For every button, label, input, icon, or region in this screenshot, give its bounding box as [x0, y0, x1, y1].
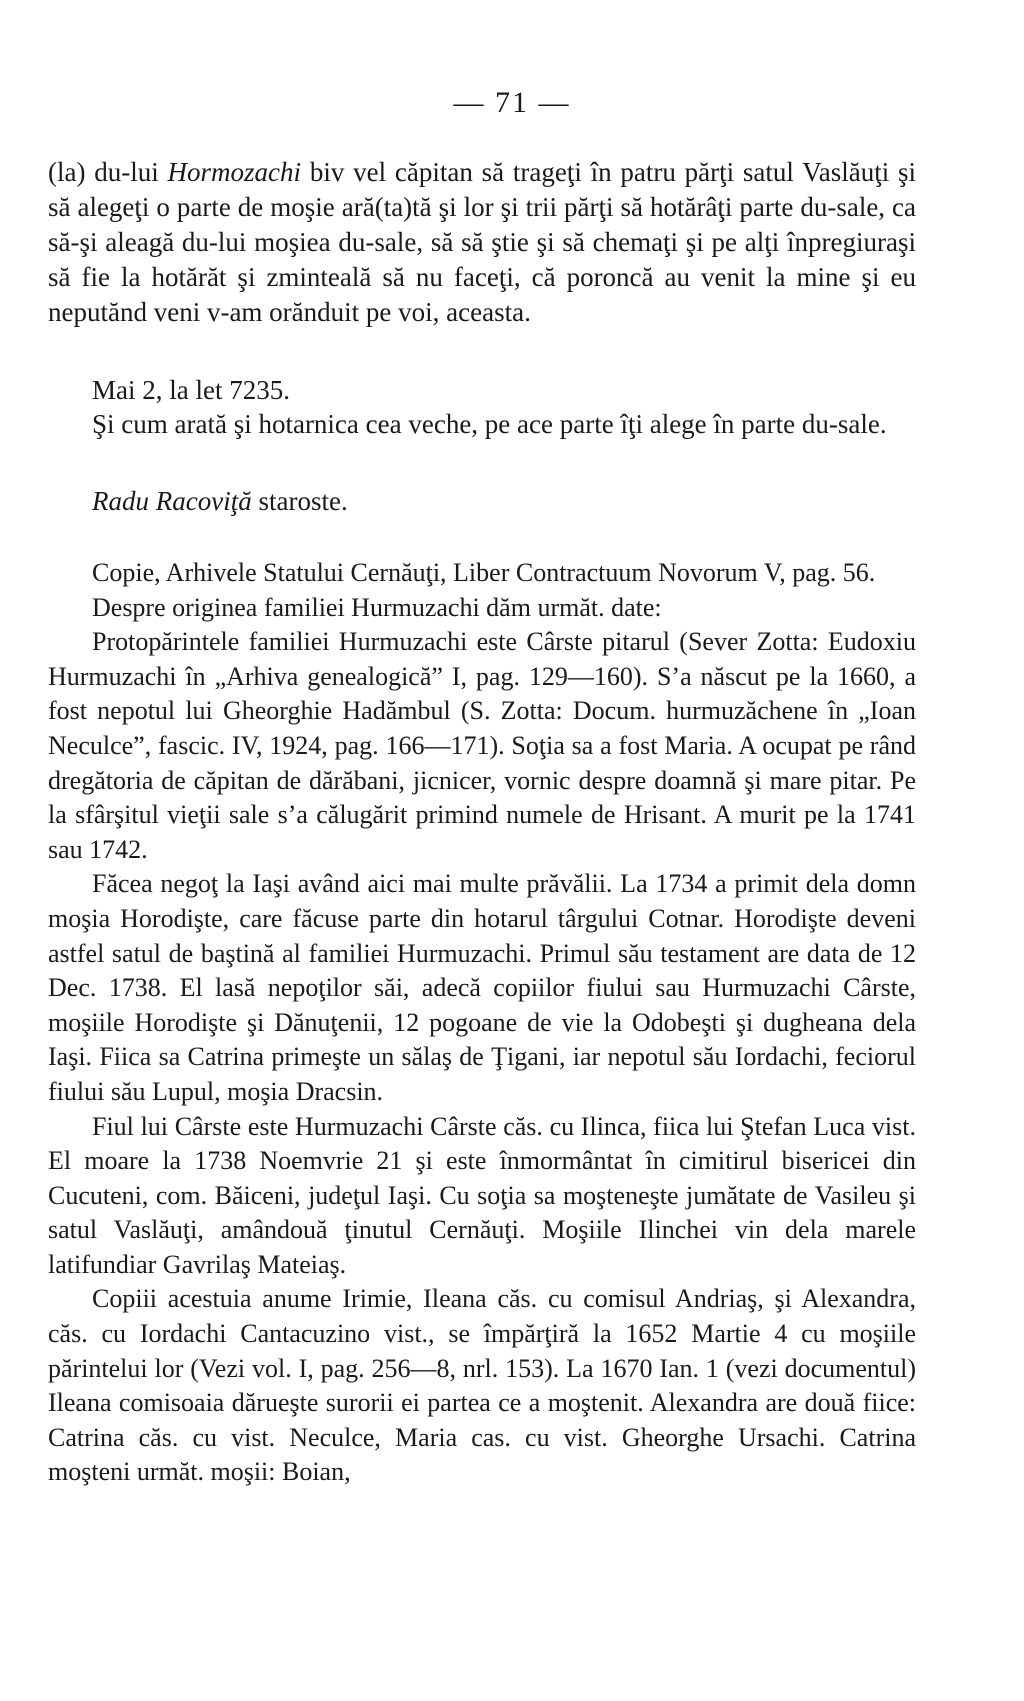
notes-section: [48, 556, 916, 1490]
hotarnica-text: Şi cum arată şi hotarnica cea veche, pe ace parte îţi alege în parte du-sale.: [92, 409, 887, 439]
hotarnica-paragraph: [48, 407, 916, 442]
document-date: [48, 373, 916, 408]
page-number: — 71 —: [453, 86, 571, 119]
opening-text-rest: biv vel căpitan să trageţi în patru părţi satul Vaslăuţi şi să alegeţi o parte de moşie ară(ta)tă şi lor şi trii părţi să hotărâţi parte du-sale, ca să-şi aleagă du-lui moşiea du-sale, să să ştie şi să chemaţi şi pe alţi înpregiuraşi să fie la hotărăt şi zminteală să nu faceţi, că poroncă au venit la mine şi eu neputănd veni v-am orănduit pe voi, aceasta.: [48, 157, 916, 327]
origin-intro: Despre originea familiei Hurmuzachi dăm următ. date:: [92, 592, 662, 622]
opening-name: Hormozachi: [167, 157, 302, 187]
signature-name: Radu Racoviţă: [92, 486, 252, 516]
signature-title: staroste.: [251, 486, 348, 516]
note-paragraph: Făcea negoţ la Iaşi având aici mai multe prăvălii. La 1734 a primit dela domn moşia Horodişte, care făcuse parte din hotarul târgului Cotnar. Horodişte deveni astfel satul de baştină al familiei Hurmuzachi. Primul său testament are data de 12 Dec. 1738. El lasă nepoţilor săi, adecă copiilor fiului sau Hurmuzachi Cârste, moşiile Horodişte şi Dănuţenii, 12 pogoane de vie la Odobeşti şi dugheana dela Iaşi. Fiica sa Catrina primeşte un sălaş de Ţigani, iar nepotul său Iordachi, feciorul fiului său Lupul, moşia Dracsin.: [48, 869, 916, 1106]
note-paragraph: Fiul lui Cârste este Hurmuzachi Cârste căs. cu Ilinca, fiica lui Ştefan Luca vist. El moare la 1738 Noemvrie 21 şi este înmormântat în cimitirul bisericei din Cucuteni, com. Băiceni, judeţul Iaşi. Cu soţia sa moşteneşte jumătate de Vasileu şi satul Vaslăuţi, amândouă ţinutul Cernăuţi. Moşiile Ilinchei vin dela marele latifundiar Gavrilaş Mateiaş.: [48, 1111, 916, 1279]
date-line: Mai 2, la let 7235.: [92, 375, 290, 405]
note-paragraph: Copiii acestuia anume Irimie, Ileana căs. cu comisul Andriaş, şi Alexandra, căs. cu Iordachi Cantacuzino vist., se împărţiră la 1652 Martie 4 cu moşiile părintelui lor (Vezi vol. I, pag. 256—8, nrl. 153). La 1670 Ian. 1 (vezi documentul) Ileana comisoaia dărueşte surorii ei partea ce a moştenit. Alexandra are două fiice: Catrina căs. cu vist. Neculce, Maria cas. cu vist. Gheorghe Ursachi. Catrina moşteni următ. moşii: Boian,: [48, 1284, 916, 1487]
source-note: Copie, Arhivele Statului Cernăuţi, Liber Contractuum Novorum V, pag. 56.: [92, 558, 876, 587]
opening-text-start: (la) du-lui: [48, 157, 168, 187]
signature: [48, 484, 916, 519]
document-opening-paragraph: [48, 155, 916, 330]
note-paragraph: Protopărintele familiei Hurmuzachi este Cârste pitarul (Sever Zotta: Eudoxiu Hurmuzachi în „Arhiva genealogică” I, pag. 129—160). S’a născut pe la 1660, a fost nepotul lui Gheorghie Hadămbul (S. Zotta: Docum. hurmuzăchene în „Ioan Neculce”, fascic. IV, 1924, pag. 166—171). Soţia sa a fost Maria. A ocupat pe rând dregătoria de căpitan de dărăbani, jicnicer, vornic despre doamnă şi mare pitar. Pe la sfârşitul vieţii sale s’a călugărit primind numele de Hrisant. A murit pe la 1741 sau 1742.: [48, 627, 916, 864]
